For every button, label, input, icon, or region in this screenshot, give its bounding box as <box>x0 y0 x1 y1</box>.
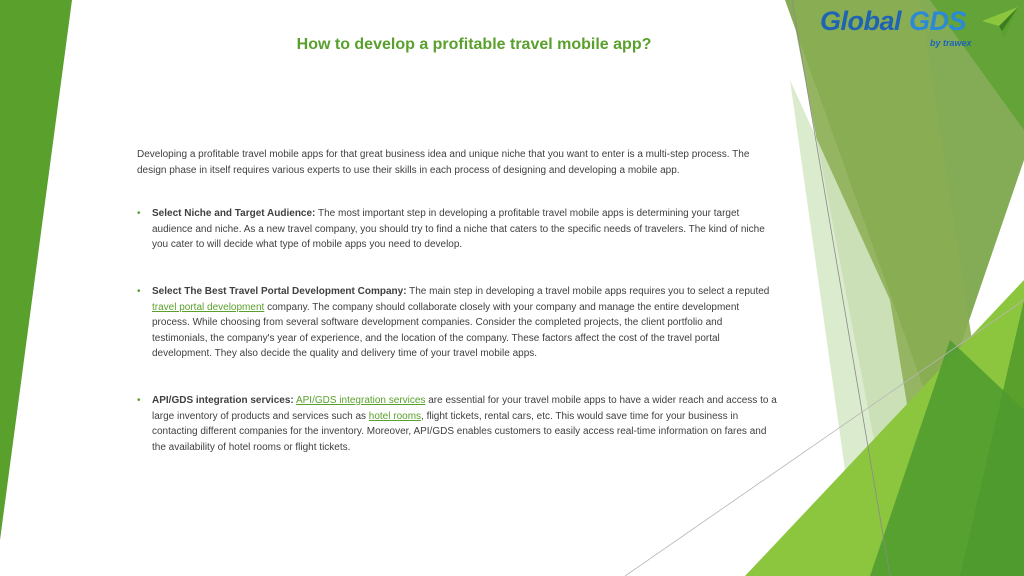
logo-tagline: by trawex <box>930 38 972 48</box>
slide-title: How to develop a profitable travel mobile app? <box>296 36 652 53</box>
bullet-api-gds <box>137 393 777 455</box>
slide-content <box>137 147 777 455</box>
paper-plane-icon <box>982 7 1018 37</box>
logo-brand-accent: GDS <box>909 6 967 36</box>
logo-wordmark <box>820 6 966 37</box>
bullet-text: are essential for your travel mobile apps to have a wider reach and access to a large inventory of products and services such as <box>152 394 777 422</box>
bullet-marker: • <box>137 285 141 297</box>
api-gds-integration-link[interactable]: API/GDS integration services <box>295 394 426 406</box>
bullet-marker: • <box>137 394 141 406</box>
bullet-marker: • <box>137 208 141 220</box>
bullet-niche <box>137 206 777 253</box>
intro-paragraph: Developing a profitable travel mobile apps for that great business idea and unique niche that you want to enter is a multi-step process. The design phase in itself requires various experts to use their skills in each process of designing and developing a mobile app. <box>137 149 750 176</box>
bullet-heading: Select The Best Travel Portal Development Company: <box>152 285 407 297</box>
logo-brand: Global <box>820 6 902 36</box>
bullet-heading: Select Niche and Target Audience: <box>152 208 316 220</box>
travel-portal-development-link[interactable]: travel portal development <box>152 301 265 313</box>
bullet-text: The most important step in developing a profitable travel mobile apps is determining your target audience and niche. As a new travel company, you should try to find a niche that caters to the specific needs of travelers. The kind of niche you cater to will decide what type of mobile apps you need to develop. <box>152 208 765 251</box>
bullet-heading: API/GDS integration services: <box>152 394 294 406</box>
bullet-text: The main step in developing a travel mobile apps requires you to select a reputed <box>406 285 770 297</box>
bullet-development-company <box>137 284 777 362</box>
left-green-triangle <box>0 0 72 540</box>
bullet-text: company. The company should collaborate closely with your company and manage the entire development process. While choosing from several software development companies. Consider the completed projects, the client portfolio and testimonials, the company's year of experience, and the location of the company. These factors affect the cost of the travel portal development. They also decide the quality and delivery time of your travel mobile apps. <box>152 301 740 360</box>
bullet-text: , flight tickets, rental cars, etc. This would save time for your business in contacting different companies for the inventory. Moreover, API/GDS enables customers to easily access real-time information on fares and the availability of hotel rooms or flight tickets. <box>152 410 767 453</box>
hotel-rooms-link[interactable]: hotel rooms <box>368 410 422 422</box>
